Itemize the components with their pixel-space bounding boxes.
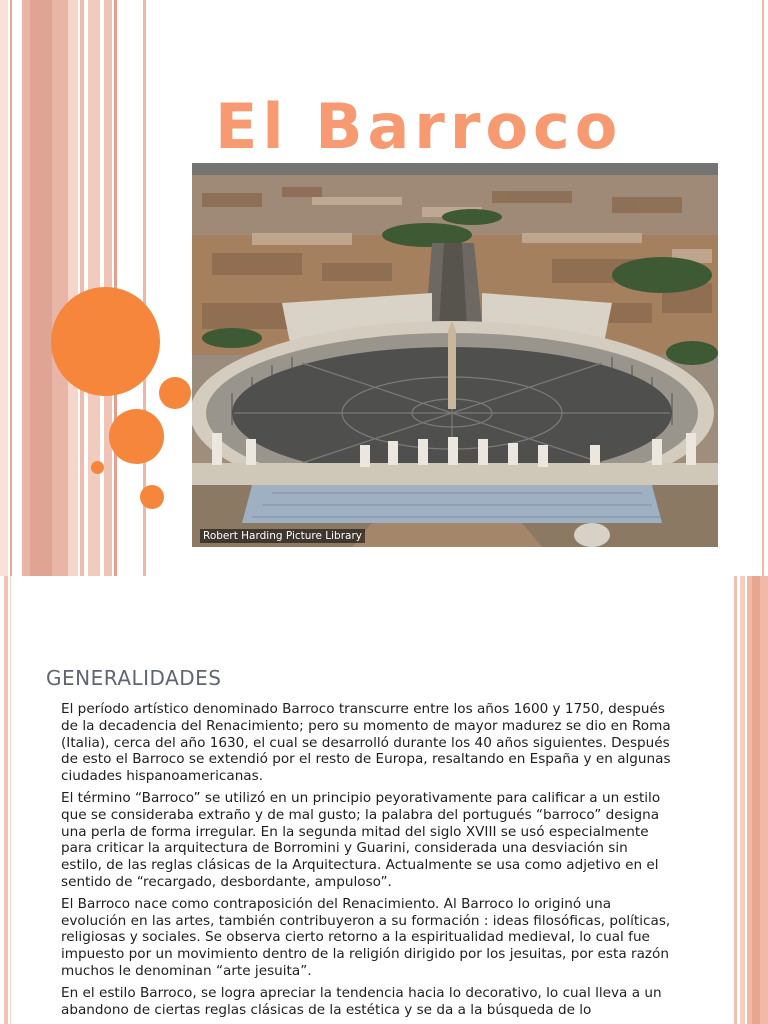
aerial-city-illustration xyxy=(192,163,718,547)
section-heading: GENERALIDADES xyxy=(46,666,222,690)
paragraph: En el estilo Barroco, se logra apreciar la tendencia hacia lo decorativo, lo cual lleva a un abandono de ciertas reglas clásicas de la estética y se da a la búsqueda de lo xyxy=(61,984,662,1018)
content-slide xyxy=(0,576,768,1024)
body-text xyxy=(61,701,671,1023)
decorative-circle-mini xyxy=(140,485,164,509)
decorative-stripes-left xyxy=(0,0,150,576)
decorative-circle-medium xyxy=(109,409,164,464)
decorative-edge-line xyxy=(762,0,764,576)
decorative-circle-large xyxy=(51,287,160,396)
paragraph: El Barroco nace como contraposición del Renacimiento. Al Barroco lo originó una evolución en las artes, también contribuyeron a su formación : ideas filosóficas, políticas, religiosas y sociales. Se observa cierto retorno a la espiritualidad medieval, lo cual fue impuesto por un movimiento dentro de la religión dirigido por los jesuitas, por esta razón muchos le denominan “arte jesuita”. xyxy=(61,895,671,979)
slide-title: El Barroco xyxy=(215,90,623,163)
decorative-circle-tiny xyxy=(91,461,104,474)
paragraph: El término “Barroco” se utilizó en un principio peyorativamente para calificar a un estilo que se consideraba extraño y de mal gusto; la palabra del portugués “barroco” designa una perla de forma irregular. En la segunda mitad del siglo XVIII se usó especialmente para criticar la arquitectura de Borromini y Guarini, considerada una desviación sin estilo, de las reglas clásicas de la Arquitectura. Actualmente se usa como adjetivo en el sentido de “recargado, desbordante, ampuloso”. xyxy=(61,789,661,890)
paragraph: El período artístico denominado Barroco transcurre entre los años 1600 y 1750, después de la decadencia del Renacimiento; pero su momento de mayor madurez se dio en Roma (Italia), cerca del año 1630, el cual se desarrolló durante los 40 años siguientes. Después de esto el Barroco se extendió por el resto de Europa, resaltando en España y en algunas ciudades hispanoamericanas. xyxy=(61,701,671,785)
decorative-circle-small xyxy=(159,377,191,409)
photo-credit: Robert Harding Picture Library xyxy=(200,529,365,543)
st-peters-square-photo xyxy=(192,163,718,547)
